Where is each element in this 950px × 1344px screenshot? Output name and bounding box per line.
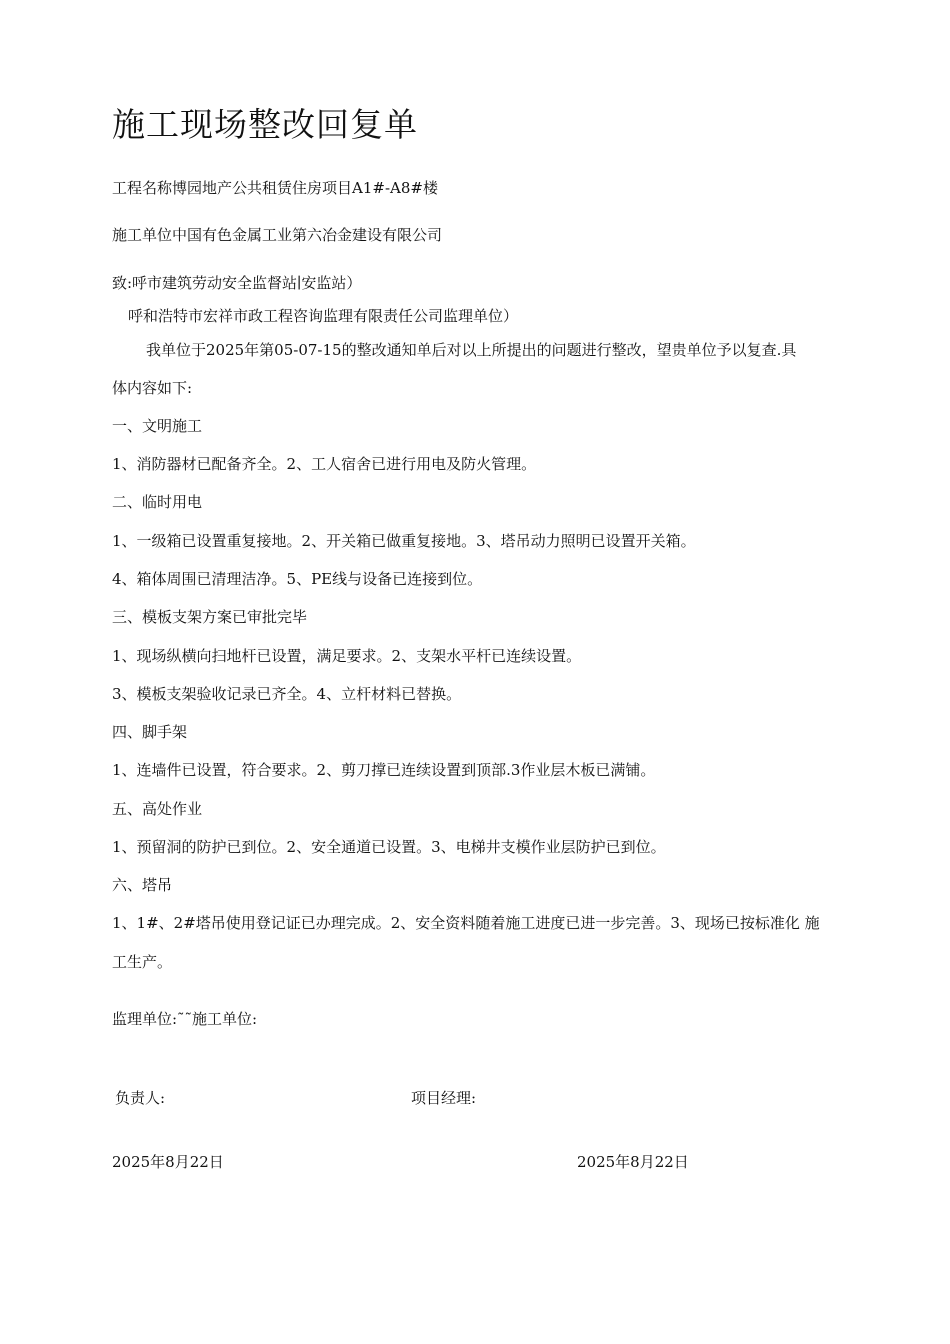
section-heading: 四、脚手架 [112,723,188,741]
section-line: 3、模板支架验收记录已齐全。4、立杆材料已替换。 [112,685,462,703]
section-line: 1、连墙件已设置，符合要求。2、剪刀撑已连续设置到顶部.3作业层木板已满铺。 [112,761,656,779]
section-line: 1、预留洞的防护已到位。2、安全通道已设置。3、电梯井支模作业层防护已到位。 [112,838,666,856]
project-manager-label: 项目经理: [411,1089,477,1107]
page-title: 施工现场整改回复单 [112,105,418,144]
recipient-line-2: 呼和浩特市宏祥市政工程咨询监理有限责任公司监理单位） [128,307,519,325]
section-heading: 五、高处作业 [112,800,203,818]
supervisor-date: 2025年8月22日 [112,1153,224,1171]
section-heading: 六、塔吊 [112,876,173,894]
intro-line-1: 我单位于2025年第05-07-15的整改通知单后对以上所提出的问题进行整改，望贵单位予以复查.具 [146,341,797,359]
section-line: 1、一级箱已设置重复接地。2、开关箱已做重复接地。3、塔吊动力照明已设置开关箱。 [112,532,696,550]
section-line: 工生产。 [112,953,173,971]
intro-line-2: 体内容如下: [112,379,193,397]
section-line: 1、消防器材已配备齐全。2、工人宿舍已进行用电及防火管理。 [112,455,537,473]
section-line: 4、箱体周围已清理洁净。5、PE线与设备已连接到位。 [112,570,483,588]
section-heading: 三、模板支架方案已审批完毕 [112,608,308,626]
section-heading: 一、文明施工 [112,417,203,435]
section-line: 1、现场纵横向扫地杆已设置，满足要求。2、支架水平杆已连续设置。 [112,647,582,665]
supervisor-label: 负责人: [115,1089,166,1107]
section-line: 1、1#、2#塔吊使用登记证已办理完成。2、安全资料随着施工进度已进一步完善。3、现场已按标准化 施 [112,914,820,932]
contractor-date: 2025年8月22日 [577,1153,689,1171]
contractor-name: 施工单位中国有色金属工业第六冶金建设有限公司 [112,226,443,244]
section-heading: 二、临时用电 [112,493,203,511]
recipient-line-1: 致:呼市建筑劳动安全监督站∣安监站） [112,274,362,292]
signature-units: 监理单位:˜˜施工单位: [112,1010,258,1028]
project-name: 工程名称博园地产公共租赁住房项目A1#-A8#楼 [112,179,438,197]
